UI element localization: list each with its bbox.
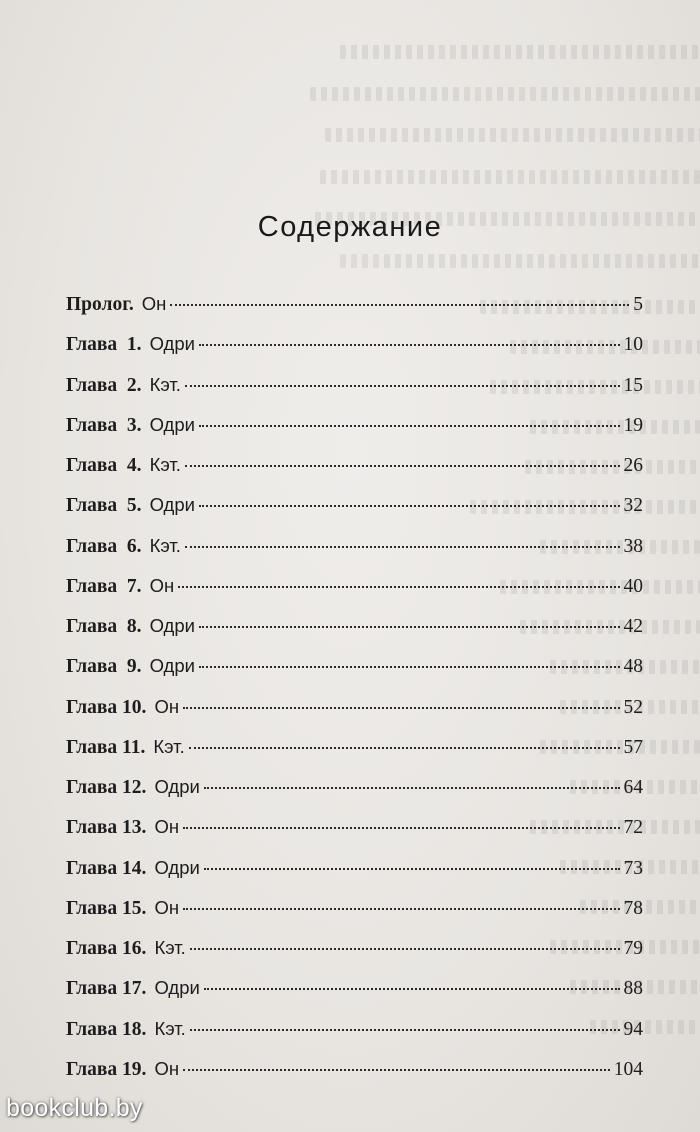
page-number: 52 [623, 696, 643, 718]
chapter-label [66, 534, 181, 559]
toc-entry [66, 775, 643, 815]
chapter-number: Глава 19. [66, 1058, 147, 1080]
toc-entry [66, 735, 643, 775]
chapter-name: Одри [154, 856, 200, 878]
dot-leader [204, 787, 620, 789]
chapter-name: Он [154, 1057, 180, 1079]
chapter-name: Одри [149, 494, 195, 516]
chapter-number: Глава 16. [66, 938, 147, 959]
chapter-label [66, 695, 179, 720]
chapter-number: Глава 15. [66, 897, 147, 919]
chapter-number: Глава 1. [66, 334, 142, 356]
chapter-label [66, 936, 186, 961]
chapter-number: Глава 12. [66, 777, 147, 798]
chapter-name: Одри [149, 615, 195, 636]
toc-entry [66, 654, 643, 694]
toc-entry [66, 936, 643, 976]
dot-leader [183, 827, 619, 829]
page-number: 48 [623, 656, 643, 678]
page-number: 40 [623, 575, 643, 597]
toc-entry [66, 1057, 643, 1097]
toc-entry [66, 1017, 643, 1057]
chapter-name: Он [141, 293, 167, 314]
page-number: 78 [623, 897, 643, 919]
chapter-name: Одри [154, 776, 200, 797]
chapter-label [66, 614, 195, 639]
chapter-number: Глава 4. [66, 455, 142, 476]
toc-entry [66, 332, 643, 372]
page-number: 15 [623, 374, 643, 396]
chapter-number: Глава 2. [66, 374, 142, 396]
chapter-number: Глава 9. [66, 656, 142, 678]
chapter-number: Пролог. [66, 294, 134, 315]
chapter-number: Глава 7. [66, 575, 142, 597]
chapter-name: Одри [154, 977, 200, 999]
dot-leader [189, 747, 620, 749]
chapter-number: Глава 10. [66, 696, 147, 718]
toc-entry [66, 896, 643, 936]
page-number: 104 [613, 1058, 643, 1080]
dot-leader [170, 304, 629, 306]
chapter-name: Кэт. [153, 735, 185, 757]
page-number: 32 [623, 495, 643, 517]
chapter-label [66, 856, 200, 881]
page-number: 26 [623, 455, 643, 476]
page-number: 42 [623, 616, 643, 637]
chapter-label [66, 373, 181, 398]
dot-leader [204, 868, 620, 870]
chapter-number: Глава 6. [66, 535, 142, 557]
toc-entry [66, 493, 643, 533]
dot-leader [185, 385, 620, 387]
chapter-label [66, 413, 195, 438]
toc-entry [66, 413, 643, 453]
dot-leader [190, 948, 620, 950]
chapter-number: Глава 13. [66, 817, 147, 839]
dot-leader [199, 626, 620, 628]
watermark: bookclub.by [6, 1094, 143, 1122]
dot-leader [199, 344, 620, 346]
dot-leader [183, 908, 619, 910]
table-of-contents [66, 292, 643, 1097]
toc-entry [66, 976, 643, 1016]
page-number: 38 [623, 535, 643, 557]
chapter-label [66, 1017, 186, 1042]
dot-leader [199, 425, 620, 427]
chapter-number: Глава 11. [66, 736, 146, 758]
dot-leader [178, 586, 619, 588]
dot-leader [190, 1029, 620, 1031]
toc-entry [66, 695, 643, 735]
page-number: 88 [623, 978, 643, 1000]
page-number: 94 [623, 1018, 643, 1040]
chapter-name: Кэт. [149, 373, 181, 395]
dot-leader [199, 666, 620, 668]
chapter-name: Одри [149, 333, 195, 355]
chapter-label [66, 292, 166, 317]
page-number: 10 [623, 334, 643, 356]
chapter-name: Одри [149, 413, 195, 435]
page-title: Содержание [257, 211, 443, 243]
chapter-name: Он [154, 816, 180, 838]
dot-leader [183, 1069, 610, 1071]
chapter-label [66, 453, 181, 478]
chapter-label [66, 735, 185, 760]
chapter-label [66, 775, 200, 800]
page-number: 19 [623, 414, 643, 436]
chapter-label [66, 1057, 179, 1082]
chapter-number: Глава 5. [66, 495, 142, 517]
chapter-name: Он [154, 695, 180, 717]
dot-leader [183, 707, 619, 709]
chapter-name: Кэт. [154, 1017, 186, 1039]
page-number: 79 [623, 938, 643, 959]
chapter-name: Он [154, 896, 180, 918]
chapter-label [66, 654, 195, 679]
chapter-label [66, 896, 179, 921]
toc-entry [66, 856, 643, 896]
dot-leader [199, 505, 620, 507]
chapter-name: Он [149, 574, 175, 596]
toc-entry [66, 534, 643, 574]
page-number: 73 [623, 857, 643, 879]
page-number: 57 [623, 736, 643, 758]
dot-leader [204, 988, 620, 990]
toc-entry [66, 815, 643, 855]
chapter-name: Кэт. [154, 937, 186, 958]
toc-entry [66, 292, 643, 332]
chapter-number: Глава 3. [66, 414, 142, 436]
chapter-number: Глава 17. [66, 978, 147, 1000]
chapter-name: Кэт. [149, 534, 181, 556]
chapter-label [66, 574, 174, 599]
chapter-label [66, 332, 195, 357]
chapter-label [66, 815, 179, 840]
dot-leader [185, 465, 620, 467]
chapter-number: Глава 8. [66, 616, 142, 637]
chapter-number: Глава 18. [66, 1018, 147, 1040]
chapter-number: Глава 14. [66, 857, 147, 879]
toc-entry [66, 614, 643, 654]
chapter-name: Одри [149, 655, 195, 677]
page-number: 5 [633, 294, 643, 315]
page-number: 72 [623, 817, 643, 839]
toc-entry [66, 373, 643, 413]
toc-entry [66, 453, 643, 493]
chapter-label [66, 493, 195, 518]
dot-leader [185, 546, 620, 548]
chapter-label [66, 976, 200, 1001]
chapter-name: Кэт. [149, 454, 181, 475]
page-number: 64 [623, 777, 643, 798]
toc-entry [66, 574, 643, 614]
